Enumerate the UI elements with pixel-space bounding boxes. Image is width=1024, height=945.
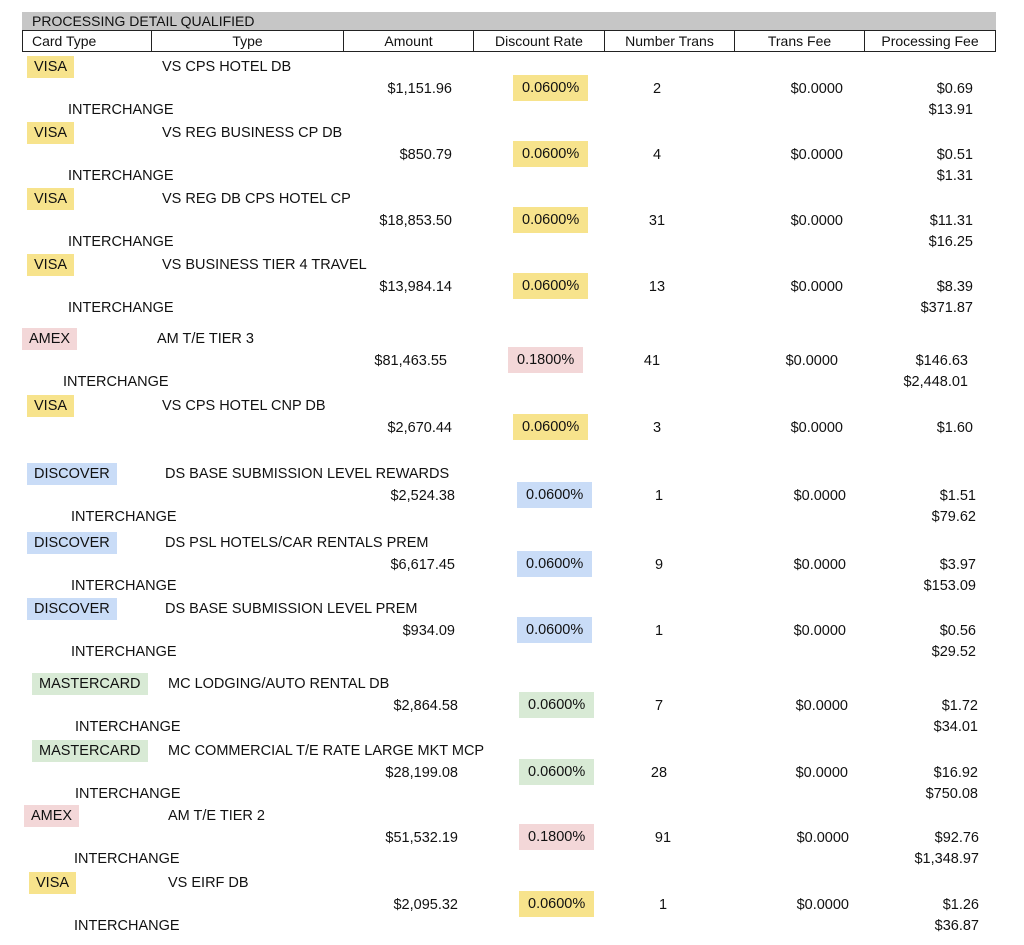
interchange-label: INTERCHANGE [63,374,169,390]
detail-entry [0,673,1024,737]
discount-rate-value: 0.0600% [513,141,588,167]
interchange-label: INTERCHANGE [68,234,174,250]
col-header-number-trans: Number Trans [605,30,735,52]
interchange-label: INTERCHANGE [75,786,181,802]
trans-fee-value: $0.0000 [796,830,849,846]
number-trans-value: 4 [652,147,662,163]
number-trans-value: 1 [658,897,668,913]
processing-fee-value: $146.63 [915,353,968,369]
amount-value: $2,524.38 [390,488,455,504]
type-description: VS REG BUSINESS CP DB [162,125,343,141]
trans-fee-value: $0.0000 [790,81,843,97]
number-trans-value: 13 [648,279,666,295]
amount-value: $934.09 [402,623,455,639]
report-title: PROCESSING DETAIL QUALIFIED [32,13,255,29]
trans-fee-value: $0.0000 [793,488,846,504]
detail-entry [0,740,1024,804]
col-header-amount: Amount [344,30,474,52]
trans-fee-value: $0.0000 [795,765,848,781]
interchange-label: INTERCHANGE [75,719,181,735]
interchange-value: $79.62 [931,509,976,525]
discount-rate-value: 0.0600% [519,759,594,785]
processing-fee-value: $1.72 [941,698,978,714]
type-description: DS PSL HOTELS/CAR RENTALS PREM [165,535,429,551]
trans-fee-value: $0.0000 [790,279,843,295]
interchange-value: $29.52 [931,644,976,660]
processing-fee-value: $3.97 [939,557,976,573]
processing-fee-value: $92.76 [934,830,979,846]
col-header-card-type: Card Type [22,30,152,52]
detail-entry [0,395,1024,459]
interchange-label: INTERCHANGE [71,509,177,525]
number-trans-value: 1 [654,623,664,639]
type-description: AM T/E TIER 2 [168,808,265,824]
amount-value: $6,617.45 [390,557,455,573]
amount-value: $81,463.55 [374,353,447,369]
amount-value: $51,532.19 [385,830,458,846]
number-trans-value: 91 [654,830,672,846]
type-description: DS BASE SUBMISSION LEVEL PREM [165,601,418,617]
interchange-value: $13.91 [928,102,973,118]
interchange-value: $1,348.97 [914,851,979,867]
discount-rate-value: 0.0600% [517,617,592,643]
number-trans-value: 7 [654,698,664,714]
detail-entry [0,254,1024,318]
table-header [22,30,996,52]
number-trans-value: 31 [648,213,666,229]
interchange-value: $34.01 [933,719,978,735]
interchange-label: INTERCHANGE [71,644,177,660]
interchange-label: INTERCHANGE [74,851,180,867]
amount-value: $2,864.58 [393,698,458,714]
interchange-value: $2,448.01 [903,374,968,390]
card-type-badge: DISCOVER [27,463,117,485]
number-trans-value: 1 [654,488,664,504]
card-type-badge: AMEX [22,328,77,350]
number-trans-value: 41 [643,353,661,369]
detail-entry [0,872,1024,936]
col-header-processing-fee: Processing Fee [865,30,996,52]
discount-rate-value: 0.0600% [519,891,594,917]
discount-rate-value: 0.1800% [519,824,594,850]
amount-value: $28,199.08 [385,765,458,781]
type-description: MC LODGING/AUTO RENTAL DB [168,676,390,692]
processing-fee-value: $1.26 [942,897,979,913]
card-type-badge: VISA [27,395,74,417]
interchange-label: INTERCHANGE [68,168,174,184]
detail-entry [0,56,1024,120]
amount-value: $1,151.96 [387,81,452,97]
type-description: DS BASE SUBMISSION LEVEL REWARDS [165,466,450,482]
trans-fee-value: $0.0000 [793,623,846,639]
number-trans-value: 9 [654,557,664,573]
col-header-type: Type [152,30,344,52]
interchange-value: $750.08 [925,786,978,802]
detail-entry [0,188,1024,252]
card-type-badge: MASTERCARD [32,673,148,695]
processing-fee-value: $0.69 [936,81,973,97]
type-description: VS CPS HOTEL CNP DB [162,398,326,414]
interchange-value: $371.87 [920,300,973,316]
type-description: VS BUSINESS TIER 4 TRAVEL [162,257,367,273]
trans-fee-value: $0.0000 [790,420,843,436]
processing-fee-value: $11.31 [929,213,973,229]
discount-rate-value: 0.0600% [517,482,592,508]
detail-entry [0,805,1024,869]
discount-rate-value: 0.0600% [513,414,588,440]
interchange-value: $36.87 [934,918,979,934]
detail-entry [0,598,1024,662]
processing-fee-value: $1.51 [939,488,976,504]
number-trans-value: 3 [652,420,662,436]
trans-fee-value: $0.0000 [785,353,838,369]
card-type-badge: VISA [27,56,74,78]
discount-rate-value: 0.0600% [519,692,594,718]
interchange-value: $1.31 [936,168,973,184]
amount-value: $2,095.32 [393,897,458,913]
interchange-label: INTERCHANGE [71,578,177,594]
card-type-badge: VISA [27,188,74,210]
type-description: VS REG DB CPS HOTEL CP [162,191,351,207]
col-header-trans-fee: Trans Fee [735,30,865,52]
interchange-value: $153.09 [923,578,976,594]
processing-fee-value: $1.60 [936,420,973,436]
detail-entry [0,532,1024,596]
card-type-badge: MASTERCARD [32,740,148,762]
card-type-badge: DISCOVER [27,598,117,620]
discount-rate-value: 0.0600% [513,207,588,233]
type-description: VS EIRF DB [168,875,249,891]
trans-fee-value: $0.0000 [795,698,848,714]
card-type-badge: DISCOVER [27,532,117,554]
card-type-badge: VISA [27,254,74,276]
processing-fee-value: $0.56 [939,623,976,639]
detail-entry [0,463,1024,527]
detail-entry [0,122,1024,186]
discount-rate-value: 0.0600% [517,551,592,577]
trans-fee-value: $0.0000 [796,897,849,913]
report-title-bar [22,12,996,30]
discount-rate-value: 0.0600% [513,75,588,101]
amount-value: $2,670.44 [387,420,452,436]
discount-rate-value: 0.1800% [508,347,583,373]
processing-fee-value: $16.92 [933,765,978,781]
interchange-label: INTERCHANGE [74,918,180,934]
number-trans-value: 28 [650,765,668,781]
trans-fee-value: $0.0000 [790,213,843,229]
amount-value: $13,984.14 [379,279,452,295]
card-type-badge: VISA [29,872,76,894]
trans-fee-value: $0.0000 [793,557,846,573]
type-description: AM T/E TIER 3 [157,331,254,347]
interchange-value: $16.25 [928,234,973,250]
amount-value: $850.79 [399,147,452,163]
card-type-badge: AMEX [24,805,79,827]
trans-fee-value: $0.0000 [790,147,843,163]
card-type-badge: VISA [27,122,74,144]
interchange-label: INTERCHANGE [68,102,174,118]
detail-entry [0,328,1024,392]
interchange-label: INTERCHANGE [68,300,174,316]
type-description: MC COMMERCIAL T/E RATE LARGE MKT MCP [168,743,485,759]
number-trans-value: 2 [652,81,662,97]
processing-fee-value: $8.39 [936,279,973,295]
amount-value: $18,853.50 [379,213,452,229]
type-description: VS CPS HOTEL DB [162,59,292,75]
processing-fee-value: $0.51 [936,147,973,163]
col-header-discount-rate: Discount Rate [474,30,605,52]
discount-rate-value: 0.0600% [513,273,588,299]
